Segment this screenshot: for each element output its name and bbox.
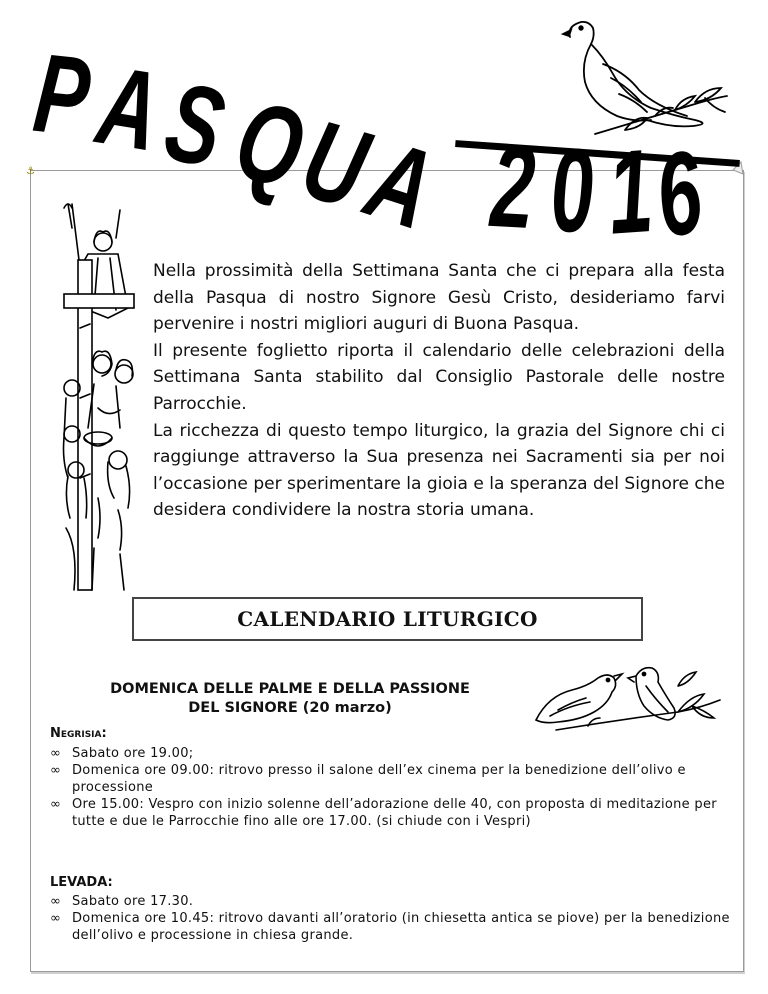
anchor-icon: ⚓: [26, 166, 35, 177]
year-digit: 1: [604, 124, 657, 260]
infinity-bullet-icon: ∞: [50, 763, 62, 778]
title-letter: A: [353, 115, 448, 253]
section-title-line1: DOMENICA DELLE PALME E DELLA PASSIONE: [110, 681, 470, 697]
infinity-bullet-icon: ∞: [50, 746, 62, 761]
infinity-bullet-icon: ∞: [50, 894, 62, 909]
intro-paragraph: Nella prossimità della Settimana Santa che ci prepara alla festa della Pasqua di nostro Signore Gesù Cristo, desideriamo farvi pervenire i nostri migliori auguri di Buona Pasqua.: [153, 261, 725, 335]
year-digit: 2: [487, 119, 539, 255]
intro-paragraph: La ricchezza di questo tempo liturgico, la grazia del Signore chi ci raggiunge attraverso la Sua presenza nei Sacramenti sia per noi l’occasione per sperimentare la gioia e la speranza del Signore che desidera condividere la nostra storia umana.: [153, 420, 725, 521]
section-heading: [60, 680, 520, 718]
levada-label: LEVADA:: [50, 875, 113, 890]
year-digit: 6: [648, 125, 710, 263]
list-item: ∞ Sabato ore 19.00;: [50, 746, 194, 761]
list-item: ∞ Domenica ore 10.45: ritrovo davanti all’oratorio (in chiesetta antica se piove) per la benedizione dell’olivo e processione in chiesa grande.: [50, 911, 730, 943]
negrisia-list: [50, 745, 740, 830]
list-item: ∞ Ore 15.00: Vespro con inizio solenne dell’adorazione delle 40, con proposta di meditazione per tutte e due le Parrocchie fino alle ore 17.00. (si chiude con i Vespri): [50, 797, 717, 829]
resurrection-illustration: [58, 198, 138, 596]
levada-list: [50, 893, 740, 944]
calendar-heading: CALENDARIO LITURGICO: [237, 607, 538, 631]
title-letter: S: [155, 57, 235, 192]
title-letter: U: [289, 95, 381, 233]
infinity-bullet-icon: ∞: [50, 911, 62, 926]
year-digit: 0: [548, 124, 596, 258]
title-letter: P: [28, 29, 96, 160]
list-item: ∞ Sabato ore 17.30.: [50, 894, 194, 909]
calendar-heading-box: [132, 597, 643, 641]
list-item: ∞ Domenica ore 09.00: ritrovo presso il salone dell’ex cinema per la benedizione dell’olivo e processione: [50, 763, 686, 795]
title-letter: Q: [224, 75, 316, 213]
dove-illustration: [555, 12, 735, 142]
infinity-bullet-icon: ∞: [50, 797, 62, 812]
birds-illustration: [528, 656, 724, 736]
title-letter: A: [90, 41, 168, 175]
section-title-line2: DEL SIGNORE (20 marzo): [188, 700, 392, 716]
intro-paragraph: Il presente foglietto riporta il calendario delle celebrazioni della Settimana Santa stabilito dal Consiglio Pastorale delle nostre Parrocchie.: [153, 340, 725, 414]
intro-text: [153, 258, 725, 524]
negrisia-label: Negrisia:: [50, 726, 107, 741]
